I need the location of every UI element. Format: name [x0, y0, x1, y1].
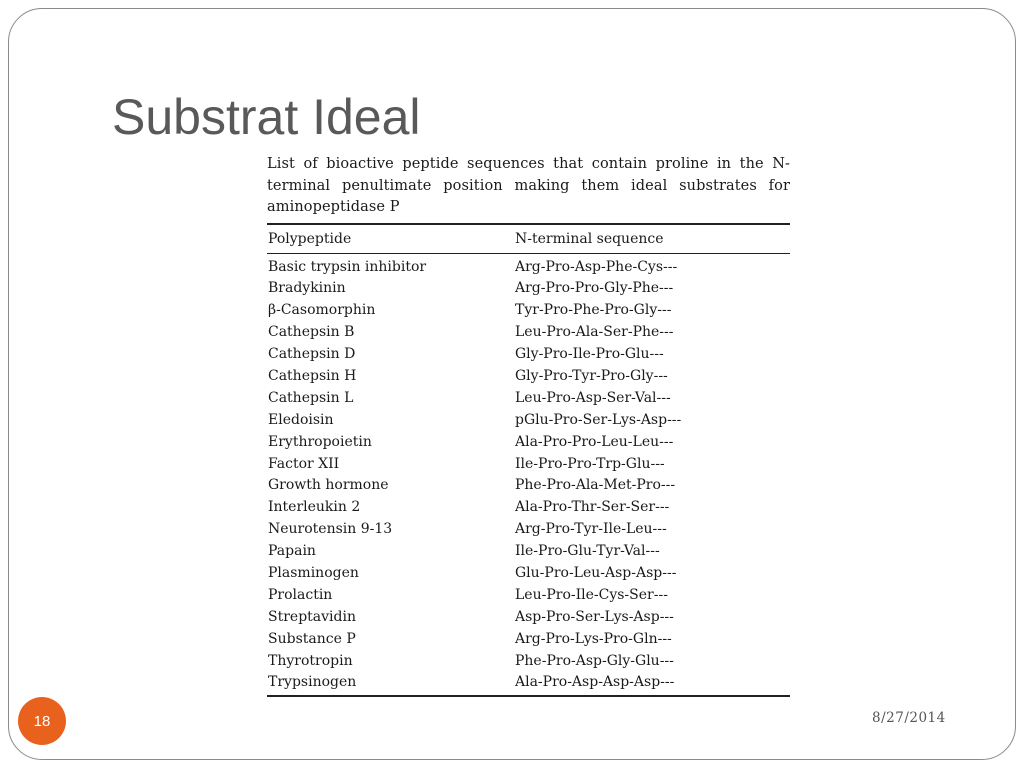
slide-date: 8/27/2014	[872, 710, 946, 726]
polypeptide-cell: Plasminogen	[268, 564, 359, 581]
table-row	[267, 300, 790, 322]
polypeptide-cell: Bradykinin	[268, 280, 346, 297]
sequence-cell: Tyr-Pro-Phe-Pro-Gly---	[515, 302, 672, 319]
polypeptide-cell: Cathepsin B	[268, 324, 355, 341]
sequence-cell: Arg-Pro-Asp-Phe-Cys---	[515, 258, 678, 275]
table-caption: List of bioactive peptide sequences that contain proline in the N-terminal penultimate position making them ideal substrates for aminopeptidase P	[267, 156, 790, 215]
sequence-cell: Arg-Pro-Pro-Gly-Phe---	[515, 280, 674, 297]
sequence-cell: Leu-Pro-Asp-Ser-Val---	[515, 389, 671, 406]
table-row	[267, 475, 790, 497]
polypeptide-cell: Factor XII	[268, 455, 340, 472]
table-row	[267, 563, 790, 585]
sequence-cell: Ala-Pro-Asp-Asp-Asp---	[515, 674, 675, 691]
table-row	[267, 278, 790, 300]
header-polypeptide: Polypeptide	[268, 230, 352, 247]
table-row	[267, 322, 790, 344]
table-row	[267, 585, 790, 607]
polypeptide-cell: β-Casomorphin	[268, 302, 376, 319]
table-row	[267, 344, 790, 366]
table-row	[267, 432, 790, 454]
polypeptide-cell: Cathepsin H	[268, 367, 357, 384]
sequence-cell: pGlu-Pro-Ser-Lys-Asp---	[515, 411, 682, 428]
polypeptide-cell: Basic trypsin inhibitor	[268, 258, 427, 275]
sequence-cell: Arg-Pro-Tyr-Ile-Leu---	[515, 521, 667, 538]
sequence-cell: Phe-Pro-Ala-Met-Pro---	[515, 477, 676, 494]
polypeptide-cell: Streptavidin	[268, 608, 356, 625]
sequence-cell: Gly-Pro-Tyr-Pro-Gly---	[515, 367, 668, 384]
table-row	[267, 410, 790, 432]
sequence-cell: Leu-Pro-Ile-Cys-Ser---	[515, 586, 668, 603]
polypeptide-cell: Trypsinogen	[268, 674, 357, 691]
page-number-badge: 18	[18, 697, 66, 745]
polypeptide-cell: Eledoisin	[268, 411, 334, 428]
polypeptide-cell: Neurotensin 9-13	[268, 521, 393, 538]
polypeptide-cell: Interleukin 2	[268, 499, 361, 516]
polypeptide-cell: Thyrotropin	[268, 652, 353, 669]
table-row	[267, 454, 790, 476]
polypeptide-cell: Cathepsin L	[268, 389, 354, 406]
polypeptide-cell: Growth hormone	[268, 477, 389, 494]
table-row	[267, 629, 790, 651]
table-bottom-rule	[267, 695, 790, 697]
table-row	[267, 541, 790, 563]
sequence-cell: Phe-Pro-Asp-Gly-Glu---	[515, 652, 674, 669]
sequence-cell: Asp-Pro-Ser-Lys-Asp---	[515, 608, 674, 625]
table-row	[267, 497, 790, 519]
table-row	[267, 388, 790, 410]
table-header-row	[267, 225, 790, 253]
table-row	[267, 257, 790, 279]
polypeptide-cell: Substance P	[268, 630, 356, 647]
table-row	[267, 519, 790, 541]
header-n-terminal-sequence: N-terminal sequence	[515, 230, 664, 247]
polypeptide-cell: Erythropoietin	[268, 433, 372, 450]
sequence-cell: Leu-Pro-Ala-Ser-Phe---	[515, 324, 674, 341]
peptide-table	[267, 154, 790, 697]
table-row	[267, 672, 790, 694]
polypeptide-cell: Prolactin	[268, 586, 333, 603]
polypeptide-cell: Cathepsin D	[268, 346, 356, 363]
sequence-cell: Glu-Pro-Leu-Asp-Asp---	[515, 564, 677, 581]
sequence-cell: Ile-Pro-Glu-Tyr-Val---	[515, 543, 660, 560]
sequence-cell: Ala-Pro-Pro-Leu-Leu---	[515, 433, 674, 450]
sequence-cell: Gly-Pro-Ile-Pro-Glu---	[515, 346, 664, 363]
table-body	[267, 254, 790, 696]
sequence-cell: Ile-Pro-Pro-Trp-Glu---	[515, 455, 665, 472]
sequence-cell: Ala-Pro-Thr-Ser-Ser---	[515, 499, 670, 516]
polypeptide-cell: Papain	[268, 543, 316, 560]
table-row	[267, 651, 790, 673]
table-row	[267, 366, 790, 388]
table-row	[267, 607, 790, 629]
slide-title: Substrat Ideal	[112, 89, 421, 145]
sequence-cell: Arg-Pro-Lys-Pro-Gln---	[515, 630, 672, 647]
